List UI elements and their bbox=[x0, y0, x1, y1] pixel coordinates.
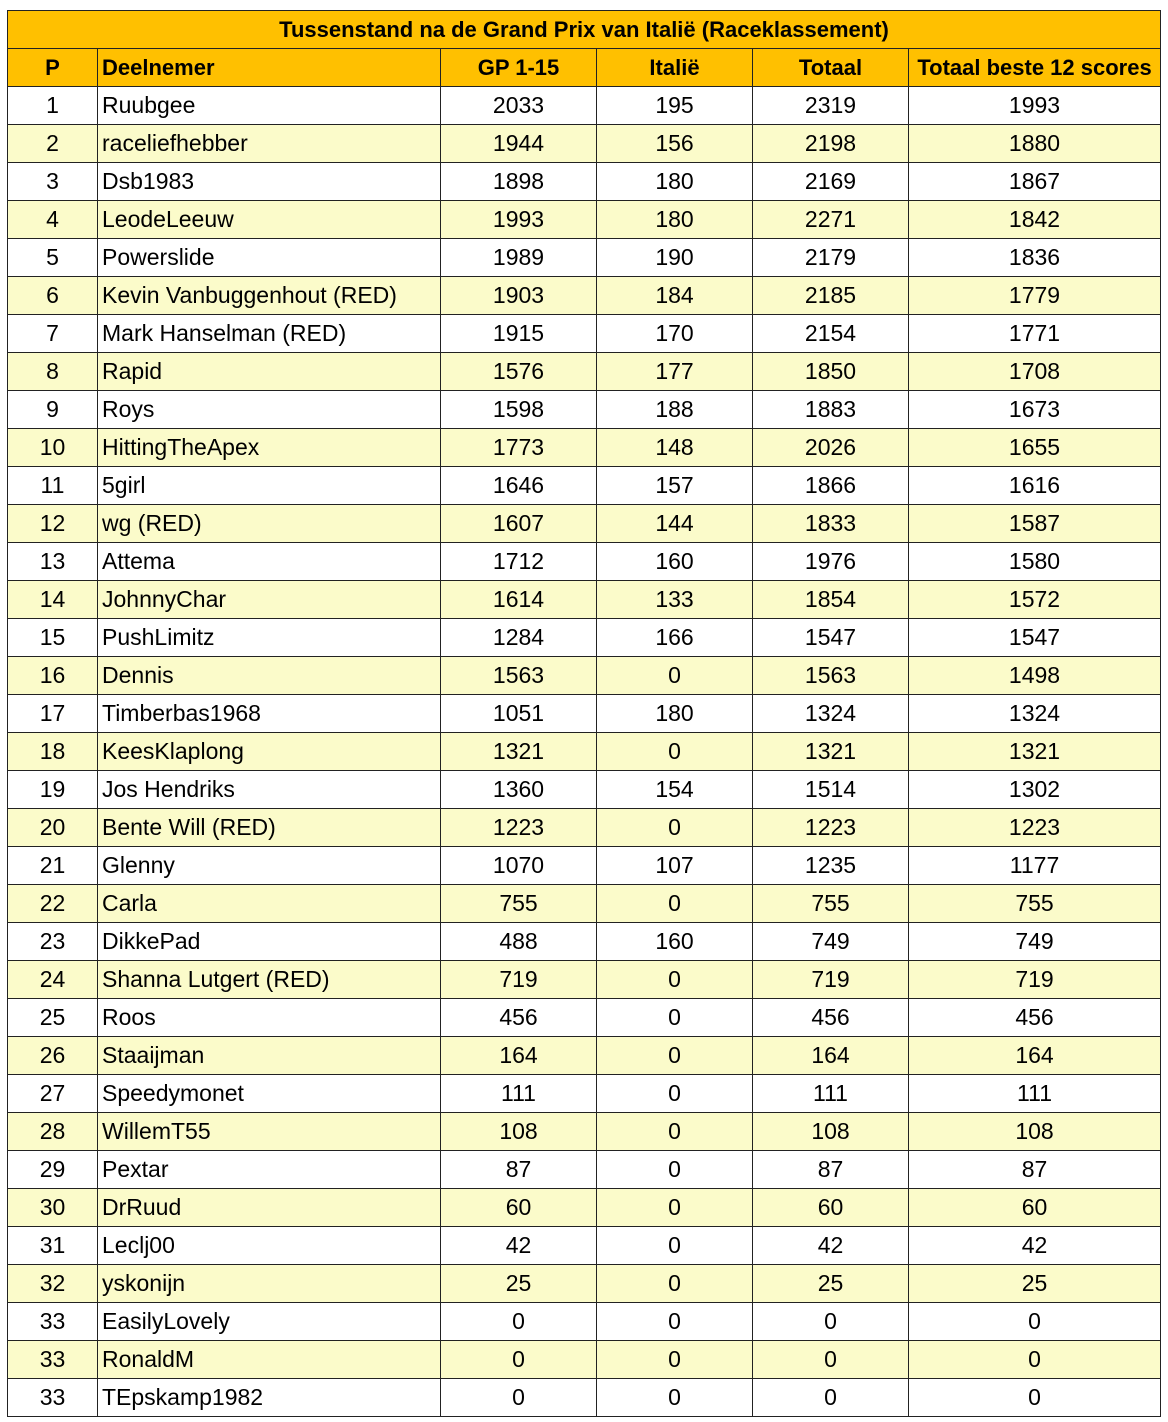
cell-best-12: 0 bbox=[909, 1303, 1161, 1341]
cell-total: 1833 bbox=[753, 505, 909, 543]
table-row bbox=[8, 1265, 1161, 1303]
table-row bbox=[8, 239, 1161, 277]
table-row bbox=[8, 581, 1161, 619]
cell-best-12: 1580 bbox=[909, 543, 1161, 581]
cell-italy: 0 bbox=[597, 1113, 753, 1151]
cell-total: 164 bbox=[753, 1037, 909, 1075]
cell-participant: yskonijn bbox=[98, 1265, 441, 1303]
cell-gp-1-15: 60 bbox=[441, 1189, 597, 1227]
cell-best-12: 25 bbox=[909, 1265, 1161, 1303]
header-gp-1-15: GP 1-15 bbox=[441, 49, 597, 87]
cell-gp-1-15: 164 bbox=[441, 1037, 597, 1075]
cell-participant: Kevin Vanbuggenhout (RED) bbox=[98, 277, 441, 315]
cell-position: 30 bbox=[8, 1189, 98, 1227]
header-italy: Italië bbox=[597, 49, 753, 87]
cell-best-12: 1177 bbox=[909, 847, 1161, 885]
table-row bbox=[8, 543, 1161, 581]
table-row bbox=[8, 809, 1161, 847]
cell-italy: 180 bbox=[597, 163, 753, 201]
cell-position: 22 bbox=[8, 885, 98, 923]
table-row bbox=[8, 1151, 1161, 1189]
cell-gp-1-15: 0 bbox=[441, 1379, 597, 1417]
table-row bbox=[8, 619, 1161, 657]
cell-position: 26 bbox=[8, 1037, 98, 1075]
cell-best-12: 108 bbox=[909, 1113, 1161, 1151]
table-row bbox=[8, 1341, 1161, 1379]
table-row bbox=[8, 1227, 1161, 1265]
cell-gp-1-15: 1576 bbox=[441, 353, 597, 391]
cell-total: 2026 bbox=[753, 429, 909, 467]
cell-italy: 148 bbox=[597, 429, 753, 467]
table-row bbox=[8, 391, 1161, 429]
cell-participant: Powerslide bbox=[98, 239, 441, 277]
cell-total: 719 bbox=[753, 961, 909, 999]
cell-total: 2154 bbox=[753, 315, 909, 353]
cell-total: 2271 bbox=[753, 201, 909, 239]
cell-position: 32 bbox=[8, 1265, 98, 1303]
cell-gp-1-15: 755 bbox=[441, 885, 597, 923]
cell-participant: Jos Hendriks bbox=[98, 771, 441, 809]
cell-best-12: 1708 bbox=[909, 353, 1161, 391]
cell-position: 4 bbox=[8, 201, 98, 239]
header-best-12: Totaal beste 12 scores bbox=[909, 49, 1161, 87]
cell-gp-1-15: 1321 bbox=[441, 733, 597, 771]
cell-best-12: 1302 bbox=[909, 771, 1161, 809]
cell-total: 2179 bbox=[753, 239, 909, 277]
cell-total: 755 bbox=[753, 885, 909, 923]
cell-gp-1-15: 111 bbox=[441, 1075, 597, 1113]
cell-total: 1324 bbox=[753, 695, 909, 733]
standings-body bbox=[8, 87, 1161, 1417]
table-row bbox=[8, 695, 1161, 733]
cell-italy: 195 bbox=[597, 87, 753, 125]
table-row bbox=[8, 1189, 1161, 1227]
cell-position: 14 bbox=[8, 581, 98, 619]
cell-total: 1976 bbox=[753, 543, 909, 581]
cell-best-12: 87 bbox=[909, 1151, 1161, 1189]
cell-best-12: 1771 bbox=[909, 315, 1161, 353]
cell-italy: 0 bbox=[597, 733, 753, 771]
table-row bbox=[8, 1113, 1161, 1151]
header-participant: Deelnemer bbox=[98, 49, 441, 87]
cell-best-12: 719 bbox=[909, 961, 1161, 999]
cell-total: 60 bbox=[753, 1189, 909, 1227]
cell-total: 1223 bbox=[753, 809, 909, 847]
cell-italy: 177 bbox=[597, 353, 753, 391]
cell-italy: 0 bbox=[597, 1379, 753, 1417]
header-row bbox=[8, 49, 1161, 87]
cell-total: 2169 bbox=[753, 163, 909, 201]
cell-position: 11 bbox=[8, 467, 98, 505]
cell-best-12: 0 bbox=[909, 1379, 1161, 1417]
cell-total: 1514 bbox=[753, 771, 909, 809]
cell-total: 108 bbox=[753, 1113, 909, 1151]
table-row bbox=[8, 771, 1161, 809]
cell-italy: 188 bbox=[597, 391, 753, 429]
cell-best-12: 1547 bbox=[909, 619, 1161, 657]
header-total: Totaal bbox=[753, 49, 909, 87]
cell-position: 18 bbox=[8, 733, 98, 771]
table-row bbox=[8, 885, 1161, 923]
cell-participant: Bente Will (RED) bbox=[98, 809, 441, 847]
cell-best-12: 1655 bbox=[909, 429, 1161, 467]
table-row bbox=[8, 429, 1161, 467]
cell-italy: 0 bbox=[597, 1341, 753, 1379]
cell-gp-1-15: 2033 bbox=[441, 87, 597, 125]
cell-gp-1-15: 1993 bbox=[441, 201, 597, 239]
cell-position: 15 bbox=[8, 619, 98, 657]
cell-italy: 133 bbox=[597, 581, 753, 619]
cell-best-12: 1324 bbox=[909, 695, 1161, 733]
cell-gp-1-15: 719 bbox=[441, 961, 597, 999]
cell-participant: Rapid bbox=[98, 353, 441, 391]
standings-sheet bbox=[7, 10, 1161, 1417]
cell-total: 1866 bbox=[753, 467, 909, 505]
cell-participant: Carla bbox=[98, 885, 441, 923]
cell-gp-1-15: 42 bbox=[441, 1227, 597, 1265]
cell-gp-1-15: 1598 bbox=[441, 391, 597, 429]
cell-participant: Staaijman bbox=[98, 1037, 441, 1075]
cell-gp-1-15: 1070 bbox=[441, 847, 597, 885]
cell-gp-1-15: 1607 bbox=[441, 505, 597, 543]
cell-best-12: 1223 bbox=[909, 809, 1161, 847]
cell-position: 25 bbox=[8, 999, 98, 1037]
table-row bbox=[8, 999, 1161, 1037]
cell-best-12: 1842 bbox=[909, 201, 1161, 239]
cell-position: 33 bbox=[8, 1303, 98, 1341]
cell-position: 19 bbox=[8, 771, 98, 809]
title-row bbox=[8, 11, 1161, 49]
table-row bbox=[8, 961, 1161, 999]
table-row bbox=[8, 733, 1161, 771]
cell-italy: 156 bbox=[597, 125, 753, 163]
cell-participant: 5girl bbox=[98, 467, 441, 505]
cell-gp-1-15: 488 bbox=[441, 923, 597, 961]
cell-best-12: 42 bbox=[909, 1227, 1161, 1265]
standings-table bbox=[7, 10, 1161, 1417]
cell-gp-1-15: 1284 bbox=[441, 619, 597, 657]
cell-gp-1-15: 1773 bbox=[441, 429, 597, 467]
cell-participant: Glenny bbox=[98, 847, 441, 885]
table-row bbox=[8, 1303, 1161, 1341]
cell-best-12: 1993 bbox=[909, 87, 1161, 125]
cell-position: 33 bbox=[8, 1341, 98, 1379]
cell-italy: 0 bbox=[597, 657, 753, 695]
cell-best-12: 1880 bbox=[909, 125, 1161, 163]
cell-total: 1547 bbox=[753, 619, 909, 657]
cell-position: 16 bbox=[8, 657, 98, 695]
table-row bbox=[8, 87, 1161, 125]
cell-participant: EasilyLovely bbox=[98, 1303, 441, 1341]
cell-best-12: 1498 bbox=[909, 657, 1161, 695]
cell-position: 29 bbox=[8, 1151, 98, 1189]
cell-position: 8 bbox=[8, 353, 98, 391]
cell-italy: 0 bbox=[597, 1151, 753, 1189]
cell-best-12: 1867 bbox=[909, 163, 1161, 201]
cell-italy: 180 bbox=[597, 695, 753, 733]
header-position: P bbox=[8, 49, 98, 87]
cell-gp-1-15: 1898 bbox=[441, 163, 597, 201]
cell-total: 111 bbox=[753, 1075, 909, 1113]
cell-total: 0 bbox=[753, 1303, 909, 1341]
cell-position: 20 bbox=[8, 809, 98, 847]
cell-italy: 184 bbox=[597, 277, 753, 315]
cell-gp-1-15: 1712 bbox=[441, 543, 597, 581]
cell-gp-1-15: 1360 bbox=[441, 771, 597, 809]
cell-position: 31 bbox=[8, 1227, 98, 1265]
cell-total: 2319 bbox=[753, 87, 909, 125]
cell-italy: 160 bbox=[597, 543, 753, 581]
cell-best-12: 111 bbox=[909, 1075, 1161, 1113]
cell-gp-1-15: 1944 bbox=[441, 125, 597, 163]
table-row bbox=[8, 1379, 1161, 1417]
table-row bbox=[8, 277, 1161, 315]
cell-best-12: 1779 bbox=[909, 277, 1161, 315]
cell-participant: LeodeLeeuw bbox=[98, 201, 441, 239]
cell-position: 5 bbox=[8, 239, 98, 277]
cell-participant: KeesKlaplong bbox=[98, 733, 441, 771]
cell-best-12: 164 bbox=[909, 1037, 1161, 1075]
cell-position: 7 bbox=[8, 315, 98, 353]
table-row bbox=[8, 467, 1161, 505]
cell-gp-1-15: 0 bbox=[441, 1341, 597, 1379]
cell-total: 2185 bbox=[753, 277, 909, 315]
cell-gp-1-15: 1051 bbox=[441, 695, 597, 733]
cell-italy: 0 bbox=[597, 1227, 753, 1265]
cell-participant: Dsb1983 bbox=[98, 163, 441, 201]
cell-italy: 180 bbox=[597, 201, 753, 239]
cell-italy: 190 bbox=[597, 239, 753, 277]
cell-participant: WillemT55 bbox=[98, 1113, 441, 1151]
table-row bbox=[8, 125, 1161, 163]
cell-participant: PushLimitz bbox=[98, 619, 441, 657]
cell-best-12: 755 bbox=[909, 885, 1161, 923]
cell-participant: Speedymonet bbox=[98, 1075, 441, 1113]
cell-italy: 0 bbox=[597, 1075, 753, 1113]
cell-participant: wg (RED) bbox=[98, 505, 441, 543]
cell-position: 28 bbox=[8, 1113, 98, 1151]
cell-participant: DikkePad bbox=[98, 923, 441, 961]
cell-gp-1-15: 1223 bbox=[441, 809, 597, 847]
cell-position: 12 bbox=[8, 505, 98, 543]
cell-gp-1-15: 1614 bbox=[441, 581, 597, 619]
cell-participant: Ruubgee bbox=[98, 87, 441, 125]
cell-italy: 0 bbox=[597, 885, 753, 923]
cell-italy: 160 bbox=[597, 923, 753, 961]
cell-participant: HittingTheApex bbox=[98, 429, 441, 467]
cell-participant: Mark Hanselman (RED) bbox=[98, 315, 441, 353]
cell-total: 0 bbox=[753, 1341, 909, 1379]
cell-best-12: 749 bbox=[909, 923, 1161, 961]
cell-total: 1563 bbox=[753, 657, 909, 695]
cell-italy: 144 bbox=[597, 505, 753, 543]
cell-position: 17 bbox=[8, 695, 98, 733]
cell-best-12: 1321 bbox=[909, 733, 1161, 771]
cell-gp-1-15: 456 bbox=[441, 999, 597, 1037]
cell-total: 456 bbox=[753, 999, 909, 1037]
cell-italy: 170 bbox=[597, 315, 753, 353]
cell-position: 3 bbox=[8, 163, 98, 201]
cell-italy: 0 bbox=[597, 809, 753, 847]
cell-best-12: 1616 bbox=[909, 467, 1161, 505]
table-row bbox=[8, 923, 1161, 961]
cell-italy: 166 bbox=[597, 619, 753, 657]
cell-participant: Roos bbox=[98, 999, 441, 1037]
cell-total: 0 bbox=[753, 1379, 909, 1417]
cell-participant: Roys bbox=[98, 391, 441, 429]
cell-italy: 0 bbox=[597, 999, 753, 1037]
cell-total: 749 bbox=[753, 923, 909, 961]
cell-participant: raceliefhebber bbox=[98, 125, 441, 163]
cell-gp-1-15: 108 bbox=[441, 1113, 597, 1151]
cell-participant: JohnnyChar bbox=[98, 581, 441, 619]
cell-position: 6 bbox=[8, 277, 98, 315]
cell-position: 24 bbox=[8, 961, 98, 999]
cell-total: 1883 bbox=[753, 391, 909, 429]
cell-participant: Attema bbox=[98, 543, 441, 581]
table-row bbox=[8, 1075, 1161, 1113]
cell-position: 23 bbox=[8, 923, 98, 961]
cell-participant: Dennis bbox=[98, 657, 441, 695]
cell-italy: 0 bbox=[597, 961, 753, 999]
cell-italy: 157 bbox=[597, 467, 753, 505]
cell-participant: Shanna Lutgert (RED) bbox=[98, 961, 441, 999]
cell-gp-1-15: 1563 bbox=[441, 657, 597, 695]
cell-total: 87 bbox=[753, 1151, 909, 1189]
cell-italy: 0 bbox=[597, 1303, 753, 1341]
cell-total: 1235 bbox=[753, 847, 909, 885]
table-row bbox=[8, 657, 1161, 695]
cell-position: 33 bbox=[8, 1379, 98, 1417]
cell-position: 13 bbox=[8, 543, 98, 581]
cell-gp-1-15: 87 bbox=[441, 1151, 597, 1189]
cell-italy: 0 bbox=[597, 1265, 753, 1303]
cell-total: 25 bbox=[753, 1265, 909, 1303]
table-row bbox=[8, 847, 1161, 885]
cell-gp-1-15: 1646 bbox=[441, 467, 597, 505]
table-title: Tussenstand na de Grand Prix van Italië (Raceklassement) bbox=[8, 11, 1161, 49]
cell-participant: Timberbas1968 bbox=[98, 695, 441, 733]
cell-italy: 107 bbox=[597, 847, 753, 885]
cell-gp-1-15: 1915 bbox=[441, 315, 597, 353]
cell-total: 1321 bbox=[753, 733, 909, 771]
cell-position: 10 bbox=[8, 429, 98, 467]
cell-total: 1854 bbox=[753, 581, 909, 619]
table-row bbox=[8, 163, 1161, 201]
cell-best-12: 1587 bbox=[909, 505, 1161, 543]
cell-best-12: 60 bbox=[909, 1189, 1161, 1227]
cell-gp-1-15: 25 bbox=[441, 1265, 597, 1303]
cell-position: 1 bbox=[8, 87, 98, 125]
cell-best-12: 1572 bbox=[909, 581, 1161, 619]
cell-participant: TEpskamp1982 bbox=[98, 1379, 441, 1417]
cell-best-12: 456 bbox=[909, 999, 1161, 1037]
table-row bbox=[8, 353, 1161, 391]
cell-participant: RonaldM bbox=[98, 1341, 441, 1379]
cell-gp-1-15: 1989 bbox=[441, 239, 597, 277]
cell-position: 9 bbox=[8, 391, 98, 429]
cell-position: 2 bbox=[8, 125, 98, 163]
cell-total: 1850 bbox=[753, 353, 909, 391]
cell-best-12: 1836 bbox=[909, 239, 1161, 277]
cell-gp-1-15: 1903 bbox=[441, 277, 597, 315]
cell-position: 27 bbox=[8, 1075, 98, 1113]
cell-position: 21 bbox=[8, 847, 98, 885]
cell-italy: 0 bbox=[597, 1189, 753, 1227]
cell-italy: 154 bbox=[597, 771, 753, 809]
cell-participant: Pextar bbox=[98, 1151, 441, 1189]
cell-total: 42 bbox=[753, 1227, 909, 1265]
cell-participant: DrRuud bbox=[98, 1189, 441, 1227]
cell-gp-1-15: 0 bbox=[441, 1303, 597, 1341]
cell-best-12: 1673 bbox=[909, 391, 1161, 429]
cell-total: 2198 bbox=[753, 125, 909, 163]
cell-participant: Leclj00 bbox=[98, 1227, 441, 1265]
cell-best-12: 0 bbox=[909, 1341, 1161, 1379]
table-row bbox=[8, 1037, 1161, 1075]
table-row bbox=[8, 505, 1161, 543]
table-row bbox=[8, 201, 1161, 239]
cell-italy: 0 bbox=[597, 1037, 753, 1075]
table-row bbox=[8, 315, 1161, 353]
